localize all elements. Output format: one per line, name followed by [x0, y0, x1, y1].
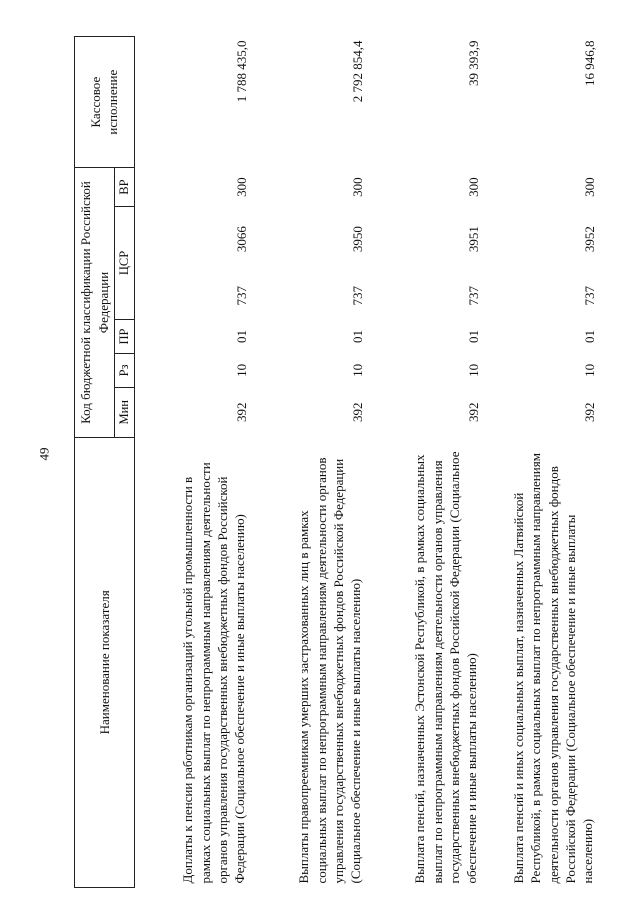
row-csr-direction: 3066 [233, 226, 249, 253]
rotated-table-container [74, 36, 597, 888]
header-rz: Рз [115, 353, 135, 387]
row-vr: 300 [233, 177, 249, 197]
header-name: Наименование показателя [75, 437, 135, 887]
row-pr: 01 [349, 329, 365, 343]
row-pr: 01 [233, 329, 249, 343]
row-min: 392 [349, 402, 365, 423]
header-code-group: Код бюджетной классификации Российской Федерации [75, 168, 115, 437]
row-pr: 01 [465, 329, 481, 343]
row-vr: 300 [349, 177, 365, 197]
row-csr-program: 737 [465, 286, 481, 306]
row-csr-direction: 3950 [349, 226, 365, 253]
row-rz: 10 [465, 363, 481, 377]
row-name: Выплата пенсий и иных социальных выплат, назначенных Латвийской Республикой, в рамках социальных выплат по непрограммным направлениям деятельности органов управления государственных внебюджетных фондов Российской Федерации (Социальное обеспечение и иные выплаты населению) [511, 453, 596, 884]
row-rz: 10 [581, 363, 597, 377]
row-csr-program: 737 [581, 286, 597, 306]
row-amount: 16 946,8 [581, 40, 597, 86]
row-rz: 10 [349, 363, 365, 377]
header-pr: ПР [115, 320, 135, 354]
row-name: Доплаты к пенсии работникам организаций угольной промышленности в рамках социальных выплат по непрограммным направлениям деятельности органов управления государственных внебюджетных фондов Российской Федерации (Социальное обеспечение и иные выплаты населению) [180, 462, 248, 884]
row-csr-direction: 3952 [581, 226, 597, 253]
row-amount: 2 792 854,4 [349, 40, 365, 103]
header-csr: ЦСР [115, 206, 135, 319]
header-min: Мин [115, 387, 135, 437]
header-amount: Кассовое исполнение [75, 37, 135, 168]
table-row [482, 37, 598, 888]
row-vr: 300 [465, 177, 481, 197]
row-min: 392 [581, 402, 597, 423]
row-csr-program: 737 [349, 286, 365, 306]
row-amount: 39 393,9 [465, 40, 481, 86]
row-csr-direction: 3951 [465, 226, 481, 253]
budget-table [74, 36, 598, 888]
row-min: 392 [465, 402, 481, 423]
row-amount: 1 788 435,0 [233, 40, 249, 103]
row-name: Выплата пенсий, назначенных Эстонской Республикой, в рамках социальных выплат по непрограммным направлениям деятельности органов управления государственных внебюджетных фондов Российской Федерации (Социальное обеспечение и иные выплаты населению) [412, 451, 480, 884]
page-number: 49 [36, 447, 52, 461]
row-name: Выплаты правопреемникам умерших застрахованных лиц в рамках социальных выплат по непрограммным направлениям деятельности органов управления государственных внебюджетных фондов Российской Федерации (Социальное обеспечение и иные выплаты населению) [296, 457, 364, 884]
row-csr-program: 737 [233, 286, 249, 306]
row-vr: 300 [581, 177, 597, 197]
table-row [366, 37, 482, 888]
table-row [250, 37, 366, 888]
table-row [134, 37, 250, 888]
table-header [75, 37, 135, 888]
row-rz: 10 [233, 363, 249, 377]
row-pr: 01 [581, 329, 597, 343]
header-vr: ВР [115, 168, 135, 207]
row-min: 392 [233, 402, 249, 423]
